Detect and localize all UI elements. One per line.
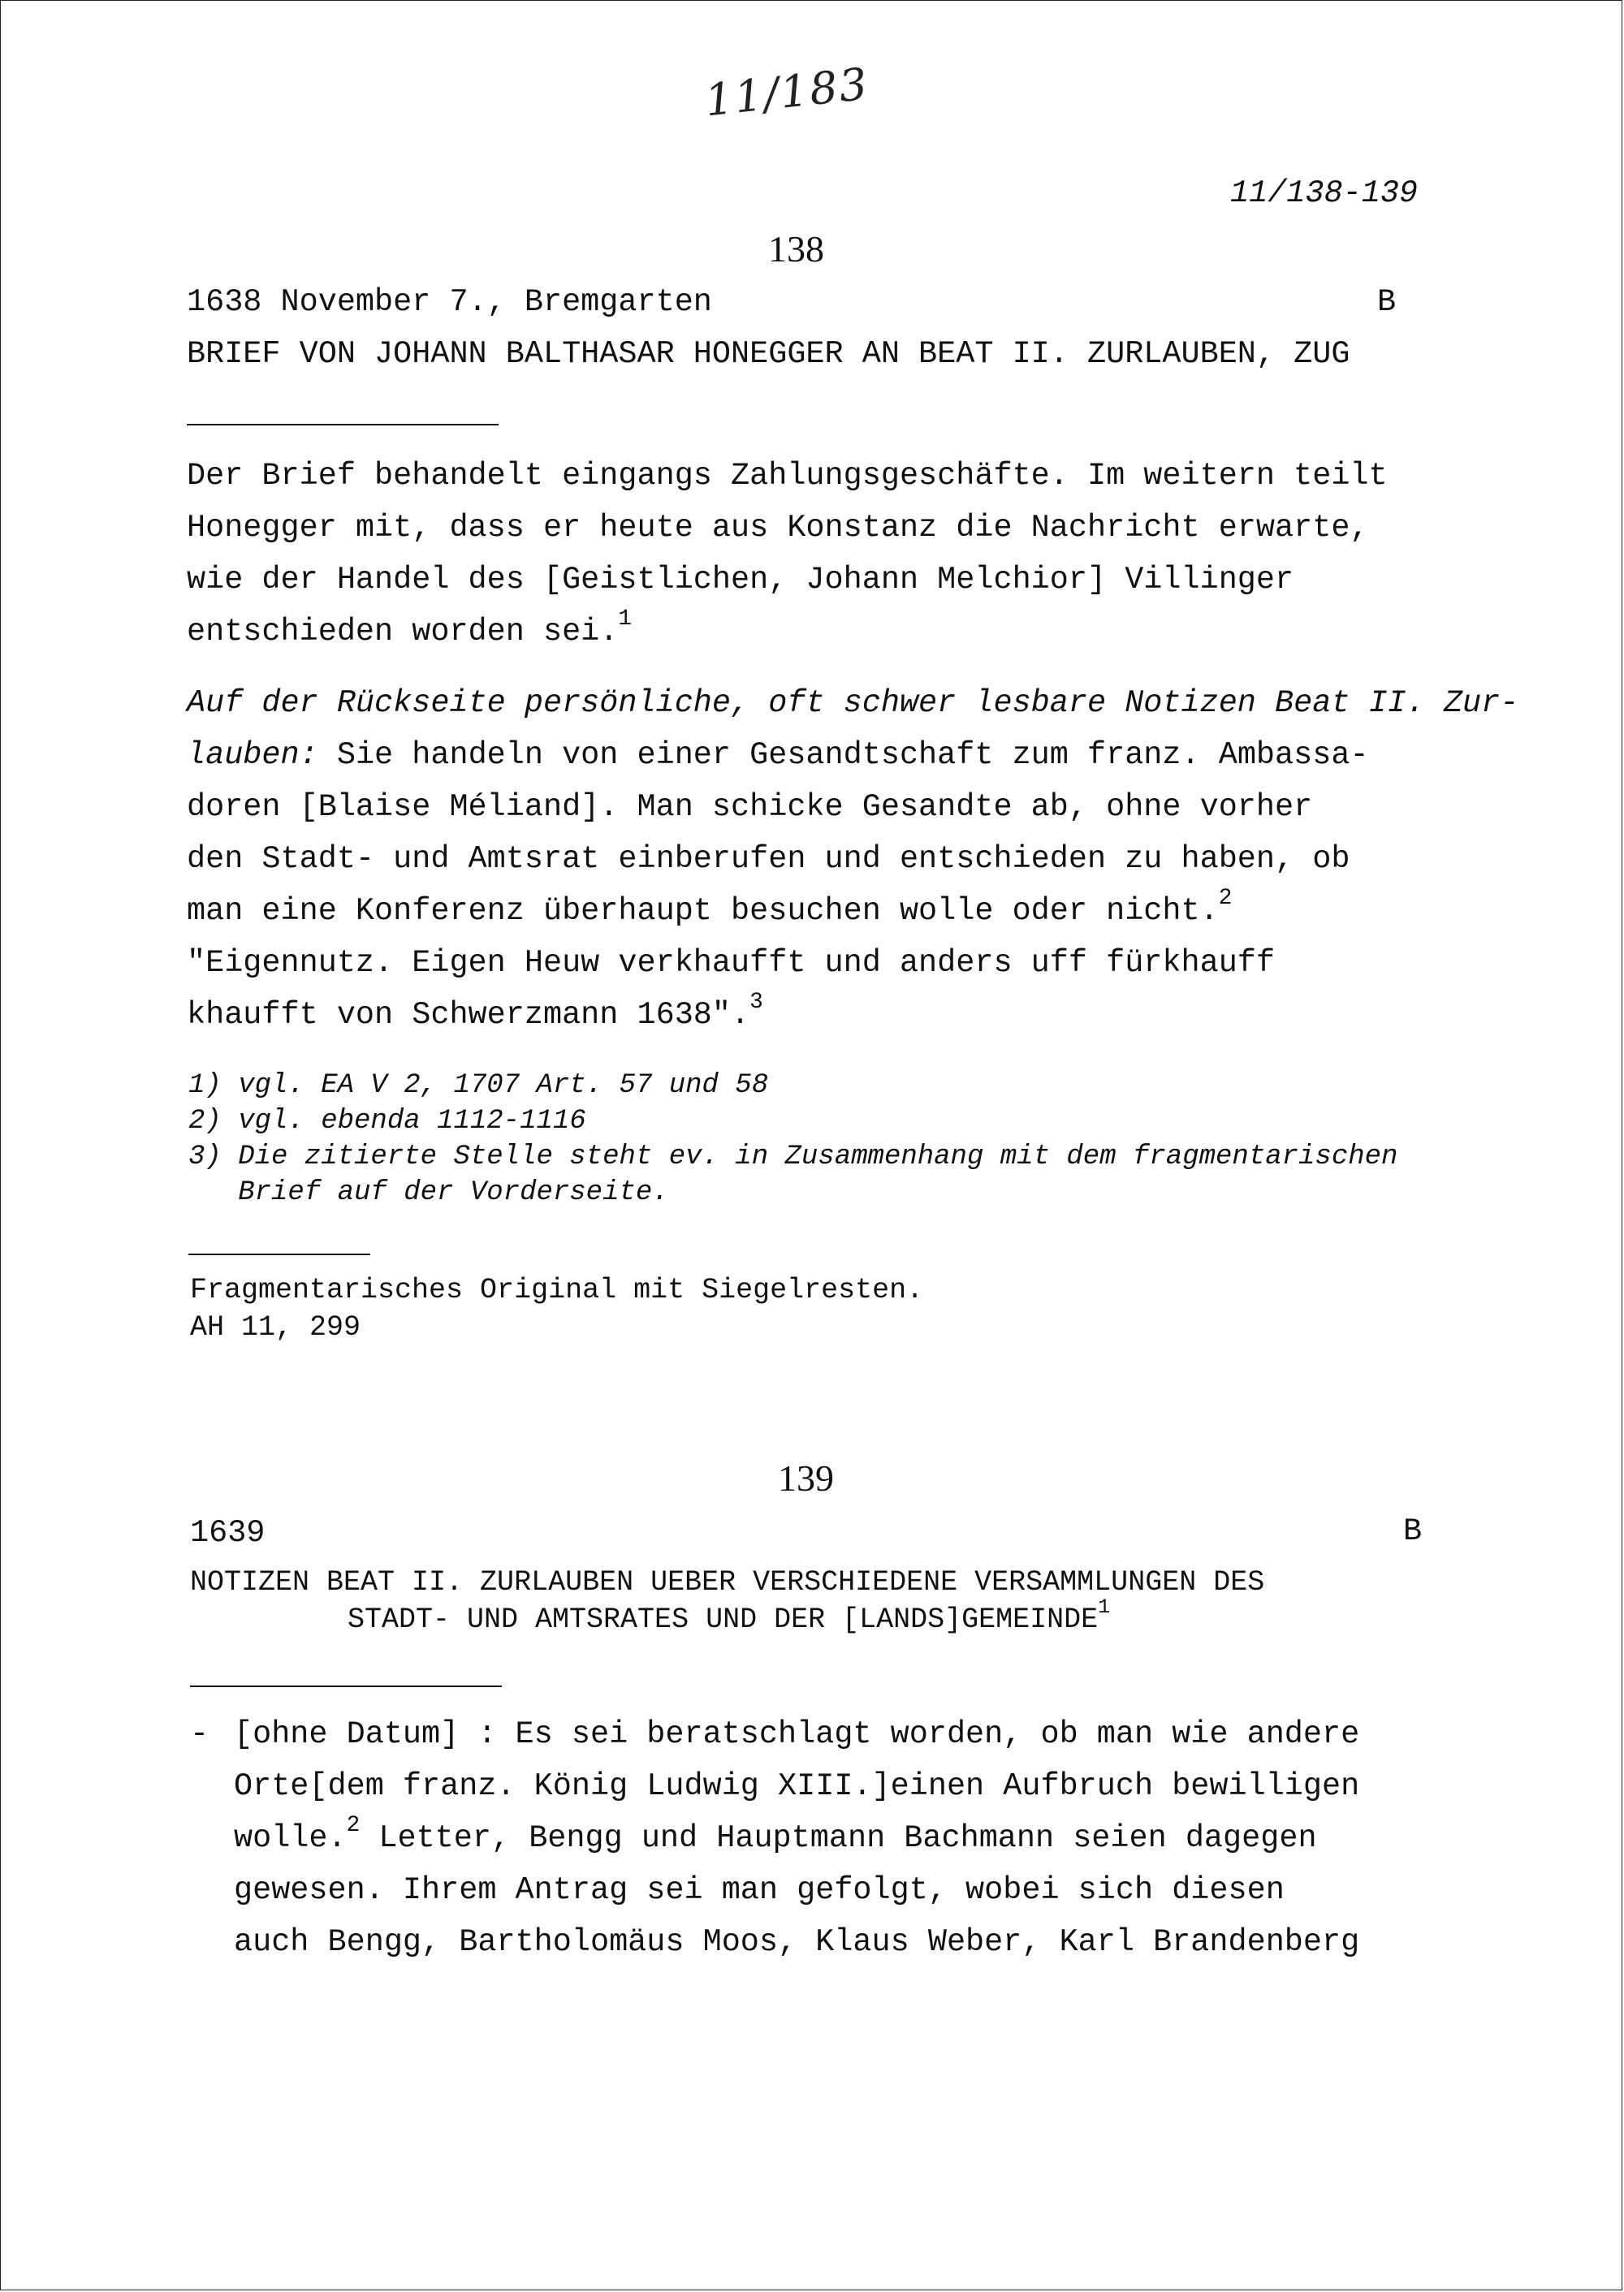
entry-138-title: BRIEF VON JOHANN BALTHASAR HONEGGER AN BEAT II. ZURLAUBEN, ZUG <box>187 336 1350 372</box>
para2-line-2-italic: lauben: <box>187 737 318 773</box>
archive-mark: 11/183 <box>702 58 871 127</box>
item-line-1: [ohne Datum] : Es sei beratschlagt worden, ob man wie andere <box>234 1716 1360 1752</box>
footnote-ref-3: 3 <box>749 989 763 1015</box>
footnote-2: 2) vgl. ebenda 1112-1116 <box>188 1106 586 1137</box>
para2-line-3: doren [Blaise Méliand]. Man schicke Gesandte ab, ohne vorher <box>187 789 1313 825</box>
footnote-3-cont: Brief auf der Vorderseite. <box>188 1177 669 1208</box>
entry-139-title-line-1: NOTIZEN BEAT II. ZURLAUBEN UEBER VERSCHIEDENE VERSAMMLUNGEN DES <box>190 1566 1265 1599</box>
quote-line-2 <box>187 989 763 1041</box>
page-reference: 11/138-139 <box>1230 175 1419 211</box>
item-line-3 <box>234 1812 1317 1864</box>
entry-number-138: 138 <box>768 228 824 270</box>
title-rule-138 <box>187 424 499 425</box>
footnote-ref-2: 2 <box>1218 885 1233 911</box>
title-footnote-ref-1: 1 <box>1098 1595 1111 1620</box>
para1-line-4-text: entschieden worden sei. <box>187 614 619 650</box>
footnote-1: 1) vgl. EA V 2, 1707 Art. 57 und 58 <box>188 1070 769 1101</box>
para1-line-1: Der Brief behandelt eingangs Zahlungsgeschäfte. Im weitern teilt <box>187 458 1388 494</box>
item-line-3-b: Letter, Bengg und Hauptmann Bachmann seien dagegen <box>360 1820 1317 1856</box>
para2-line-1: Auf der Rückseite persönliche, oft schwer lesbare Notizen Beat II. Zur- <box>187 685 1519 721</box>
para1-line-4 <box>187 606 632 658</box>
entry-139-title-line-2 <box>348 1595 1111 1638</box>
entry-number-139: 139 <box>778 1457 834 1499</box>
para2-line-5-text: man eine Konferenz überhaupt besuchen wolle oder nicht. <box>187 893 1219 929</box>
footnote-3: 3) Die zitierte Stelle steht ev. in Zusammenhang mit dem fragmentarischen <box>188 1142 1398 1172</box>
item-footnote-ref-2: 2 <box>346 1812 361 1838</box>
para1-line-3: wie der Handel des [Geistlichen, Johann Melchior] Villinger <box>187 562 1294 598</box>
entry-138-type: B <box>1377 284 1397 320</box>
quote-line-1: "Eigennutz. Eigen Heuw verkhaufft und anders uff fürkhauff <box>187 945 1276 981</box>
footnote-ref-1: 1 <box>618 606 633 632</box>
para2-line-2 <box>187 729 1369 781</box>
para2-line-5 <box>187 885 1232 937</box>
item-line-2: Orte[dem franz. König Ludwig XIII.]einen Aufbruch bewilligen <box>234 1768 1360 1804</box>
quote-line-2-text: khaufft von Schwerzmann 1638". <box>187 997 750 1033</box>
entry-138-date-place: 1638 November 7., Bremgarten <box>187 284 712 320</box>
para2-line-2-rest: Sie handeln von einer Gesandtschaft zum franz. Ambassa- <box>317 737 1369 773</box>
source-line-1: Fragmentarisches Original mit Siegelresten. <box>190 1274 924 1306</box>
item-dash: - <box>190 1716 209 1752</box>
item-line-3-a: wolle. <box>234 1820 347 1856</box>
title-rule-139 <box>190 1686 502 1687</box>
item-line-5: auch Bengg, Bartholomäus Moos, Klaus Weber, Karl Brandenberg <box>234 1924 1360 1960</box>
source-line-2: AH 11, 299 <box>190 1311 361 1344</box>
entry-139-title-line-2-text: STADT- UND AMTSRATES UND DER [LANDS]GEMEINDE <box>348 1604 1099 1636</box>
source-rule-138 <box>188 1254 370 1255</box>
para2-line-4: den Stadt- und Amtsrat einberufen und entschieden zu haben, ob <box>187 841 1350 877</box>
para1-line-2: Honegger mit, dass er heute aus Konstanz die Nachricht erwarte, <box>187 510 1369 546</box>
item-line-4: gewesen. Ihrem Antrag sei man gefolgt, wobei sich diesen <box>234 1872 1285 1908</box>
entry-139-type: B <box>1403 1513 1423 1549</box>
entry-139-date: 1639 <box>190 1515 266 1551</box>
